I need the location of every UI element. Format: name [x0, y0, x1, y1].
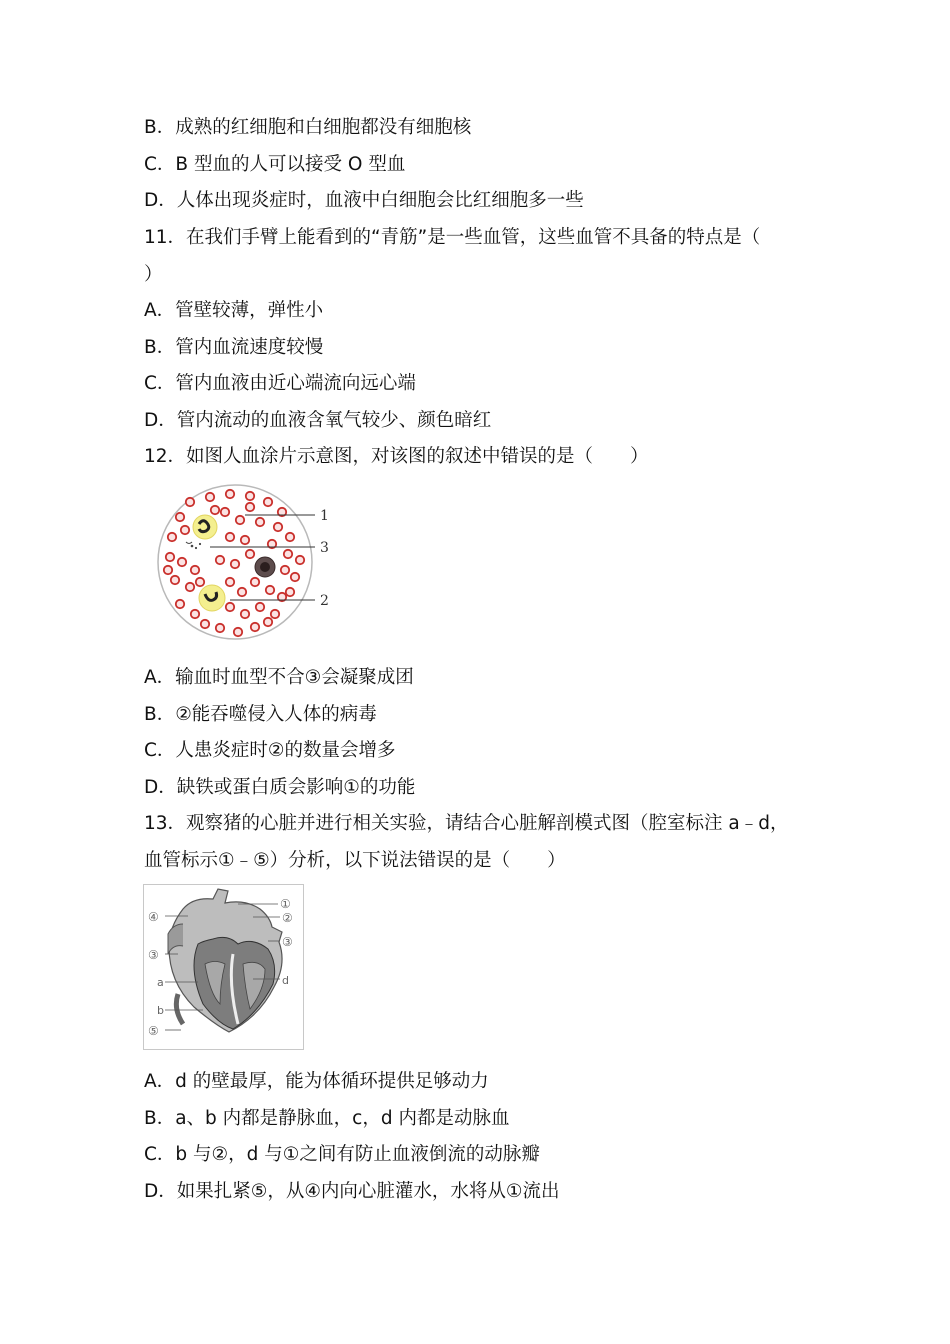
red-blood-cell: [296, 556, 304, 564]
option-d-q13: D．如果扎紧⑤，从④内向心脏灌水，水将从①流出: [144, 1181, 560, 1202]
heart-label-d: d: [282, 974, 289, 987]
heart-label-3-left: ③: [148, 948, 159, 962]
red-blood-cell: [171, 576, 179, 584]
option-c-q11: C．管内血液由近心端流向远心端: [144, 373, 416, 394]
heart-label-5: ⑤: [148, 1024, 159, 1038]
red-blood-cell: [226, 490, 234, 498]
red-blood-cell: [186, 583, 194, 591]
red-blood-cell: [216, 556, 224, 564]
heart-label-b: b: [157, 1004, 164, 1017]
option-b-q12: B．②能吞噬侵入人体的病毒: [144, 704, 377, 725]
question-13-stem: 13．观察猪的心脏并进行相关实验，请结合心脏解剖模式图（腔室标注 a﹣d，: [144, 813, 789, 834]
option-a-q11: A．管壁较薄，弹性小: [144, 300, 324, 321]
heart-label-a: a: [157, 976, 164, 989]
option-c-q10: C．B 型血的人可以接受 O 型血: [144, 154, 406, 175]
option-b-q13: B．a、b 内都是静脉血，c，d 内都是动脉血: [144, 1108, 510, 1129]
red-blood-cell: [264, 618, 272, 626]
red-blood-cell: [231, 560, 239, 568]
blood-smear-figure: [150, 482, 340, 647]
red-blood-cell: [196, 578, 204, 586]
red-blood-cell: [201, 620, 209, 628]
red-blood-cell: [246, 550, 254, 558]
red-blood-cell: [238, 588, 246, 596]
red-blood-cell: [191, 610, 199, 618]
red-blood-cell: [176, 600, 184, 608]
red-blood-cell: [286, 533, 294, 541]
question-12-stem: 12．如图人血涂片示意图，对该图的叙述中错误的是（ ）: [144, 446, 649, 467]
red-blood-cell: [281, 566, 289, 574]
red-blood-cell: [241, 610, 249, 618]
option-c-q12: C．人患炎症时②的数量会增多: [144, 740, 396, 761]
red-blood-cell: [236, 516, 244, 524]
red-blood-cell: [226, 603, 234, 611]
red-blood-cell: [256, 518, 264, 526]
heart-label-4: ④: [148, 910, 159, 924]
white-blood-cell-upper: [193, 515, 217, 539]
red-blood-cell: [226, 578, 234, 586]
red-blood-cell: [176, 513, 184, 521]
red-blood-cell: [274, 523, 282, 531]
red-blood-cell: [291, 573, 299, 581]
heart-anatomy-figure: [143, 884, 305, 1050]
option-d-q11: D．管内流动的血液含氧气较少、颜色暗红: [144, 410, 492, 431]
question-11-stem-cont: ）: [144, 264, 163, 285]
red-blood-cell: [246, 503, 254, 511]
red-blood-cell: [246, 492, 254, 500]
red-blood-cell: [186, 498, 194, 506]
red-blood-cell: [216, 624, 224, 632]
white-blood-cell-lower: [199, 585, 225, 611]
red-blood-cell: [251, 623, 259, 631]
red-blood-cell: [166, 553, 174, 561]
heart-label-2: ②: [282, 911, 293, 925]
red-blood-cell: [211, 506, 219, 514]
red-blood-cell: [168, 533, 176, 541]
option-b-q11: B．管内血流速度较慢: [144, 337, 324, 358]
red-blood-cell: [266, 586, 274, 594]
red-blood-cell: [178, 558, 186, 566]
red-blood-cell: [264, 498, 272, 506]
figure-label-3: 3: [320, 540, 329, 556]
red-blood-cell: [251, 578, 259, 586]
red-blood-cell: [226, 533, 234, 541]
figure-label-1: 1: [320, 508, 329, 524]
question-11-stem: 11．在我们手臂上能看到的“青筋”是一些血管，这些血管不具备的特点是（: [144, 227, 761, 248]
white-blood-cell-dark: [255, 557, 275, 577]
option-b-q10: B．成熟的红细胞和白细胞都没有细胞核: [144, 117, 472, 138]
option-c-q13: C．b 与②，d 与①之间有防止血液倒流的动脉瓣: [144, 1144, 540, 1165]
heart-label-1: ①: [280, 897, 291, 911]
option-d-q12: D．缺铁或蛋白质会影响①的功能: [144, 777, 416, 798]
red-blood-cell: [191, 566, 199, 574]
red-blood-cell: [241, 536, 249, 544]
figure-label-2: 2: [320, 593, 329, 609]
red-blood-cell: [206, 493, 214, 501]
red-blood-cell: [284, 550, 292, 558]
red-blood-cell: [164, 566, 172, 574]
red-blood-cell: [181, 526, 189, 534]
option-a-q12: A．输血时血型不合③会凝聚成团: [144, 667, 414, 688]
red-blood-cell: [286, 588, 294, 596]
red-blood-cell: [234, 628, 242, 636]
red-blood-cell: [271, 610, 279, 618]
option-d-q10: D．人体出现炎症时，血液中白细胞会比红细胞多一些: [144, 190, 584, 211]
question-13-stem-cont: 血管标示①﹣⑤）分析，以下说法错误的是（ ）: [144, 850, 566, 871]
red-blood-cell: [256, 603, 264, 611]
red-blood-cell: [221, 508, 229, 516]
option-a-q13: A．d 的壁最厚，能为体循环提供足够动力: [144, 1071, 489, 1092]
heart-label-3-right: ③: [282, 935, 293, 949]
